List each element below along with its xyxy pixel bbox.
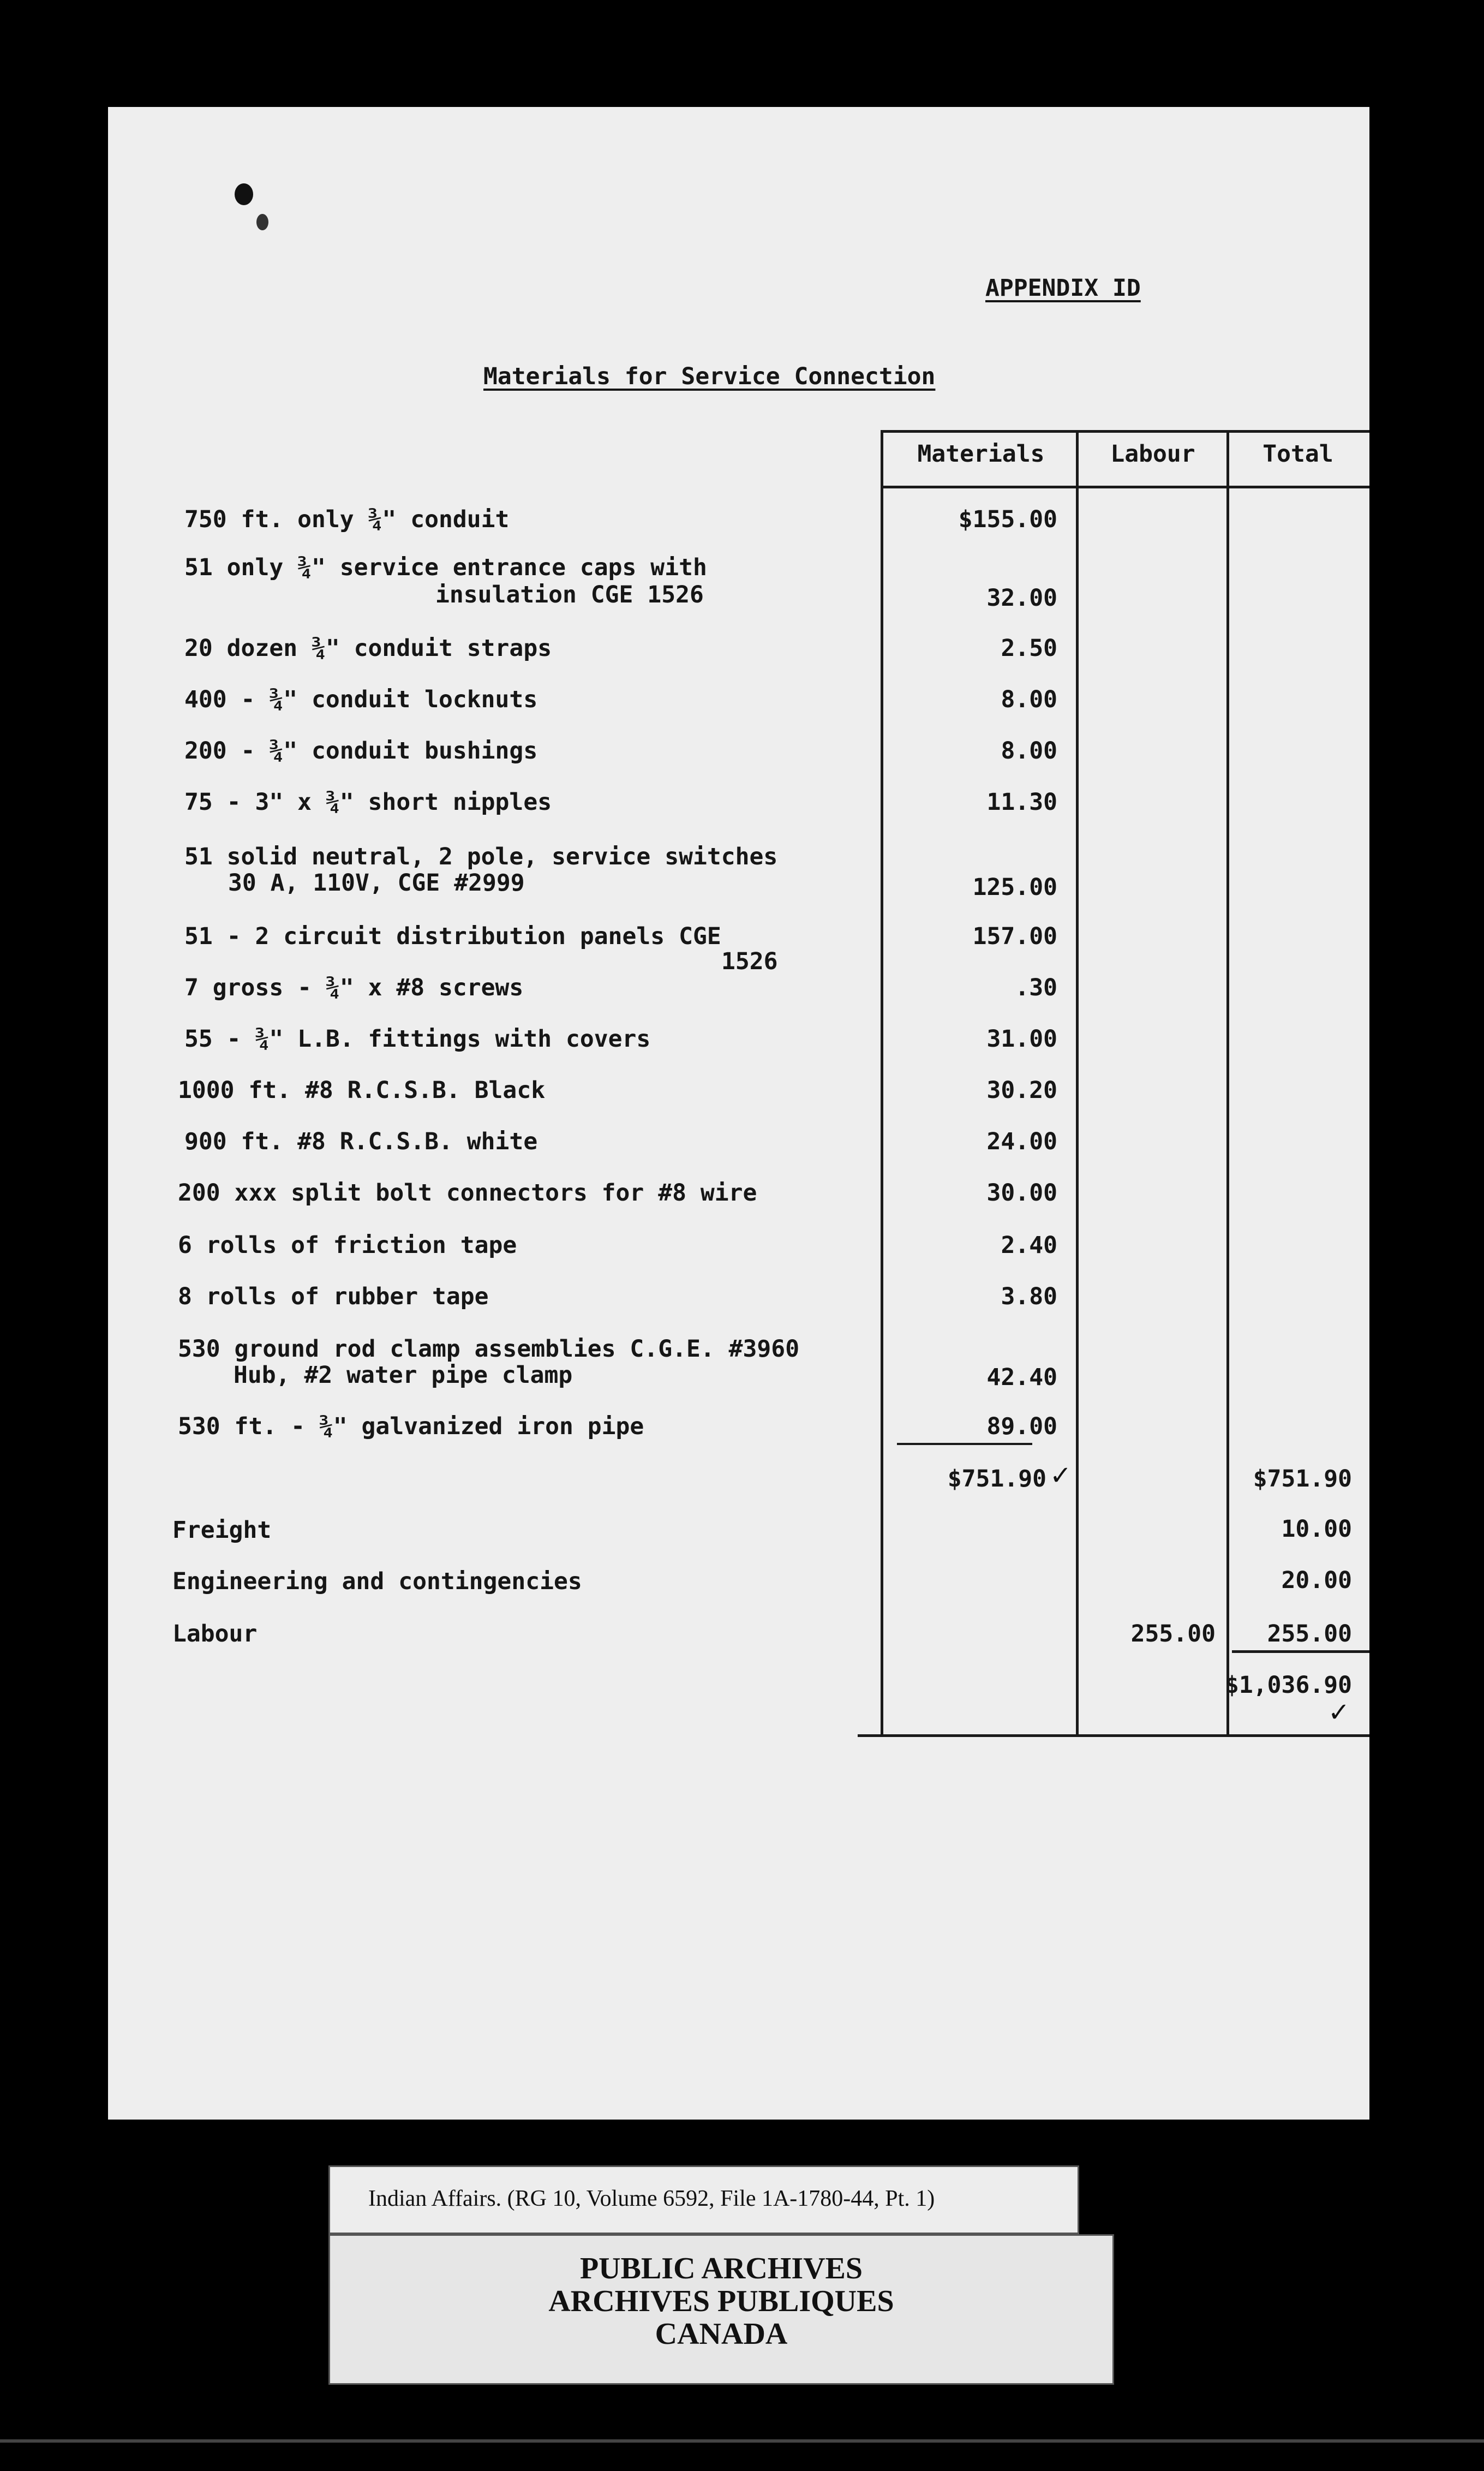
appendix-label: APPENDIX ID <box>985 274 1141 302</box>
table-top-rule <box>883 430 1369 433</box>
table-bottom-rule <box>858 1734 1369 1737</box>
item-description: 51 solid neutral, 2 pole, service switches <box>184 843 778 870</box>
item-description: 900 ft. #8 R.C.S.B. white <box>184 1128 538 1155</box>
item-description-cont: 30 A, 110V, CGE #2999 <box>228 869 525 897</box>
page-title: Materials for Service Connection <box>483 363 936 390</box>
item-materials-amount: 24.00 <box>986 1128 1057 1155</box>
item-description: 75 - 3" x ¾" short nipples <box>184 789 552 816</box>
item-description: 200 xxx split bolt connectors for #8 wire <box>178 1179 757 1207</box>
item-materials-amount: 32.00 <box>986 584 1057 612</box>
column-header-labour: Labour <box>1110 440 1195 468</box>
punch-hole <box>256 214 268 230</box>
materials-subtotal: $751.90 <box>947 1465 1046 1493</box>
check-mark: ✓ <box>1050 1460 1072 1491</box>
extra-total-freight: 10.00 <box>1281 1515 1352 1543</box>
item-materials-amount: .30 <box>1015 974 1057 1001</box>
extra-labour-amount: 255.00 <box>1130 1620 1216 1648</box>
item-description: 7 gross - ¾" x #8 screws <box>184 974 524 1001</box>
archive-line-3: CANADA <box>655 2317 788 2351</box>
item-materials-amount: 2.50 <box>1001 635 1057 662</box>
column-header-materials: Materials <box>917 440 1045 468</box>
archive-line-2: ARCHIVES PUBLIQUES <box>548 2284 894 2318</box>
item-materials-amount: 8.00 <box>1001 737 1057 765</box>
item-materials-amount: 2.40 <box>1001 1232 1057 1259</box>
item-description: 51 only ¾" service entrance caps with <box>184 554 707 581</box>
check-mark: ✓ <box>1328 1697 1350 1728</box>
item-materials-amount: 11.30 <box>986 789 1057 816</box>
item-materials-amount: 8.00 <box>1001 686 1057 713</box>
extra-total-engineering: 20.00 <box>1281 1567 1352 1594</box>
extra-total-labour: 255.00 <box>1267 1620 1352 1648</box>
table-col-rule-1 <box>1076 430 1079 1735</box>
item-description: 400 - ¾" conduit locknuts <box>184 686 538 713</box>
table-header-rule <box>883 486 1369 488</box>
item-description: 55 - ¾" L.B. fittings with covers <box>184 1025 651 1053</box>
item-description: 530 ground rod clamp assemblies C.G.E. #3960 <box>178 1335 800 1363</box>
film-edge-rule <box>0 2439 1484 2443</box>
item-description: 20 dozen ¾" conduit straps <box>184 635 552 662</box>
archive-stamp <box>328 2234 1114 2385</box>
archive-reference: Indian Affairs. (RG 10, Volume 6592, File 1A-1780-44, Pt. 1) <box>368 2186 935 2211</box>
item-description: 200 - ¾" conduit bushings <box>184 737 538 765</box>
archive-reference-label <box>328 2165 1079 2234</box>
item-materials-amount: 30.20 <box>986 1077 1057 1104</box>
item-description-cont: Hub, #2 water pipe clamp <box>234 1362 573 1389</box>
item-materials-amount: 3.80 <box>1001 1283 1057 1310</box>
item-description: 6 rolls of friction tape <box>178 1232 517 1259</box>
item-materials-amount: 30.00 <box>986 1179 1057 1207</box>
item-materials-amount: 125.00 <box>972 874 1057 901</box>
item-description: 51 - 2 circuit distribution panels CGE <box>184 923 721 950</box>
punch-hole <box>235 183 253 205</box>
extra-label-labour: Labour <box>172 1620 258 1648</box>
materials-sum-rule <box>897 1443 1032 1445</box>
item-description: 8 rolls of rubber tape <box>178 1283 489 1310</box>
archive-line-1: PUBLIC ARCHIVES <box>579 2252 863 2285</box>
item-description: 750 ft. only ¾" conduit <box>184 506 510 533</box>
grand-total: $1,036.90 <box>1225 1672 1352 1699</box>
extra-label-engineering: Engineering and contingencies <box>172 1568 582 1595</box>
item-description: 530 ft. - ¾" galvanized iron pipe <box>178 1413 644 1440</box>
item-description: 1000 ft. #8 R.C.S.B. Black <box>178 1077 546 1104</box>
extra-label-freight: Freight <box>172 1517 272 1544</box>
item-materials-amount: $155.00 <box>958 506 1057 533</box>
item-description-cont: 1526 <box>721 948 778 975</box>
column-header-total: Total <box>1262 440 1333 468</box>
item-materials-amount: 31.00 <box>986 1025 1057 1053</box>
total-sum-rule <box>1232 1650 1369 1653</box>
total-subtotal: $751.90 <box>1253 1465 1352 1493</box>
table-left-rule <box>881 430 883 1735</box>
item-materials-amount: 42.40 <box>986 1364 1057 1391</box>
item-description-cont: insulation CGE 1526 <box>435 581 704 608</box>
document-page <box>108 107 1369 2120</box>
item-materials-amount: 157.00 <box>972 923 1057 950</box>
item-materials-amount: 89.00 <box>986 1413 1057 1440</box>
